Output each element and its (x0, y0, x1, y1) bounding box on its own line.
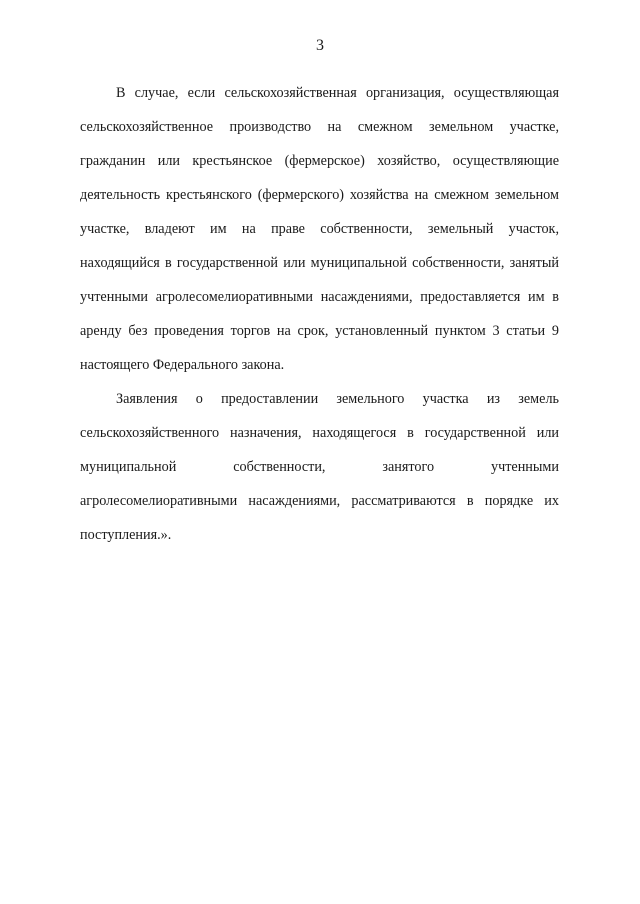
paragraph-applications-order: Заявления о предоставлении земельного участка из земель сельскохозяйственного назначения, находящегося в государственной или муниципальной собственности, занятого учтенными агролесомелиоративными насаждениями, рассматриваются в порядке их поступления.». (80, 391, 559, 543)
paragraph-lease-provision: В случае, если сельскохозяйственная организация, осуществляющая сельскохозяйственное производство на смежном земельном участке, гражданин или крестьянское (фермерское) хозяйство, осуществляющие деятельность крестьянского (фермерского) хозяйства на смежном земельном участке, владеют им на праве собственности, земельный участок, находящийся в государственной или муниципальной собственности, занятый учтенными агролесомелиоративными насаждениями, предоставляется им в аренду без проведения торгов на срок, установленный пунктом 3 статьи 9 настоящего Федерального закона. (80, 85, 559, 373)
document-body (80, 76, 559, 552)
page-number: 3 (316, 37, 324, 54)
